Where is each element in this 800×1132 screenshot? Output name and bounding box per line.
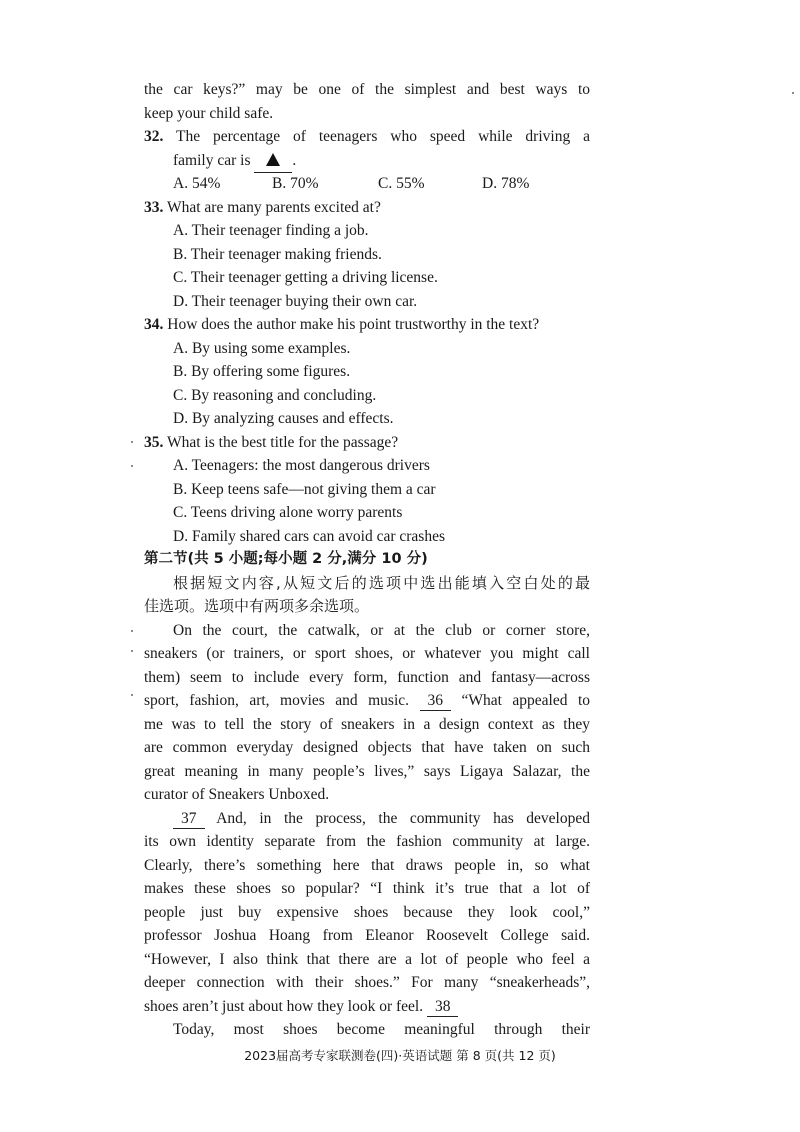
question-32-line2 xyxy=(144,149,590,173)
passage-text: And, in the process, the community has developed xyxy=(216,809,590,827)
passage-line xyxy=(144,807,590,831)
passage-line: “However, I also think that there are a lot of people who feel a xyxy=(144,950,590,968)
triangle-icon xyxy=(266,153,280,166)
scan-speck xyxy=(131,465,133,467)
option-d: D. Their teenager buying their own car. xyxy=(173,292,418,310)
section-instructions: 佳选项。选项中有两项多余选项。 xyxy=(144,597,370,615)
option-a: A. 54% xyxy=(173,175,221,192)
passage-line: On the court, the catwalk, or at the club or corner store, xyxy=(173,621,590,639)
option-b: B. Keep teens safe—not giving them a car xyxy=(173,480,436,498)
answer-blank xyxy=(254,149,292,174)
blank-38: 38 xyxy=(427,998,459,1017)
blank-36: 36 xyxy=(420,692,452,711)
passage-line: professor Joshua Hoang from Eleanor Roosevelt College said. xyxy=(144,927,590,944)
option-b: B. Their teenager making friends. xyxy=(173,245,382,263)
question-stem-cont: family car is xyxy=(173,151,251,169)
passage-line: its own identity separate from the fashion community at large. xyxy=(144,833,590,850)
passage-text: “What appealed to xyxy=(461,692,591,709)
option-c: C. By reasoning and concluding. xyxy=(173,386,377,404)
option-a: A. By using some examples. xyxy=(173,339,351,357)
passage-line: deeper connection with their shoes.” For many “sneakerheads”, xyxy=(144,974,590,991)
scan-speck xyxy=(131,650,133,652)
passage-line: makes these shoes so popular? “I think it’s true that a lot of xyxy=(144,880,590,897)
option-a: A. Their teenager finding a job. xyxy=(173,222,369,239)
question-number: 34. xyxy=(144,316,164,333)
section-instructions: 根据短文内容,从短文后的选项中选出能填入空白处的最 xyxy=(173,573,590,592)
scan-speck xyxy=(131,630,133,632)
question-34 xyxy=(144,313,590,337)
passage-line xyxy=(144,689,590,713)
option-d: D. By analyzing causes and effects. xyxy=(173,410,394,427)
scan-speck xyxy=(131,441,133,443)
passage-line xyxy=(144,995,590,1019)
question-number: 32. xyxy=(144,128,164,145)
option-c: C. 55% xyxy=(378,175,425,192)
passage-line: Clearly, there’s something here that draws people in, so what xyxy=(144,856,590,874)
passage-line: curator of Sneakers Unboxed. xyxy=(144,786,330,803)
option-d: D. 78% xyxy=(482,175,530,192)
option-b: B. By offering some figures. xyxy=(173,363,351,380)
option-d: D. Family shared cars can avoid car crashes xyxy=(173,527,445,545)
blank-37: 37 xyxy=(173,810,205,829)
question-32 xyxy=(144,125,590,149)
passage-line: Today, most shoes become meaningful through their xyxy=(173,1021,590,1038)
page-text xyxy=(144,78,590,1042)
question-number: 33. xyxy=(144,198,164,216)
passage-line: sneakers (or trainers, or sport shoes, or whatever you might call xyxy=(144,645,590,662)
question-number: 35. xyxy=(144,433,164,451)
option-c: C. Teens driving alone worry parents xyxy=(173,504,403,521)
option-a: A. Teenagers: the most dangerous drivers xyxy=(173,457,430,474)
passage-line: them) seem to include every form, function and fantasy—across xyxy=(144,668,590,686)
question-stem: The percentage of teenagers who speed while driving a xyxy=(176,128,590,145)
passage-line: are common everyday designed objects that have taken on such xyxy=(144,739,590,756)
passage-text: sport, fashion, art, movies and music. xyxy=(144,692,410,709)
period: . xyxy=(292,151,297,169)
section-heading: 第二节(共 5 小题;每小题 2 分,满分 10 分) xyxy=(144,551,428,567)
page-footer: 2023届高考专家联测卷(四)·英语试题 第 8 页(共 12 页) xyxy=(244,1048,556,1063)
question-32-options xyxy=(144,172,590,196)
passage-text: shoes aren’t just about how they look or feel. xyxy=(144,997,424,1015)
question-33 xyxy=(144,196,590,220)
passage-line: me was to tell the story of sneakers in a design context as they xyxy=(144,715,590,733)
scan-speck xyxy=(131,694,133,696)
passage-line: great meaning in many people’s lives,” says Ligaya Salazar, the xyxy=(144,762,590,780)
question-stem: How does the author make his point trustworthy in the text? xyxy=(167,316,540,333)
passage-line: people just buy expensive shoes because they look cool,” xyxy=(144,903,590,921)
intro-line: the car keys?” may be one of the simplest and best ways to xyxy=(144,81,590,98)
option-c: C. Their teenager getting a driving license. xyxy=(173,269,438,286)
scan-speck xyxy=(792,92,794,94)
question-stem: What is the best title for the passage? xyxy=(166,433,399,451)
intro-line: keep your child safe. xyxy=(144,104,274,122)
question-stem: What are many parents excited at? xyxy=(166,198,381,216)
option-b: B. 70% xyxy=(272,175,319,192)
question-35 xyxy=(144,431,590,455)
